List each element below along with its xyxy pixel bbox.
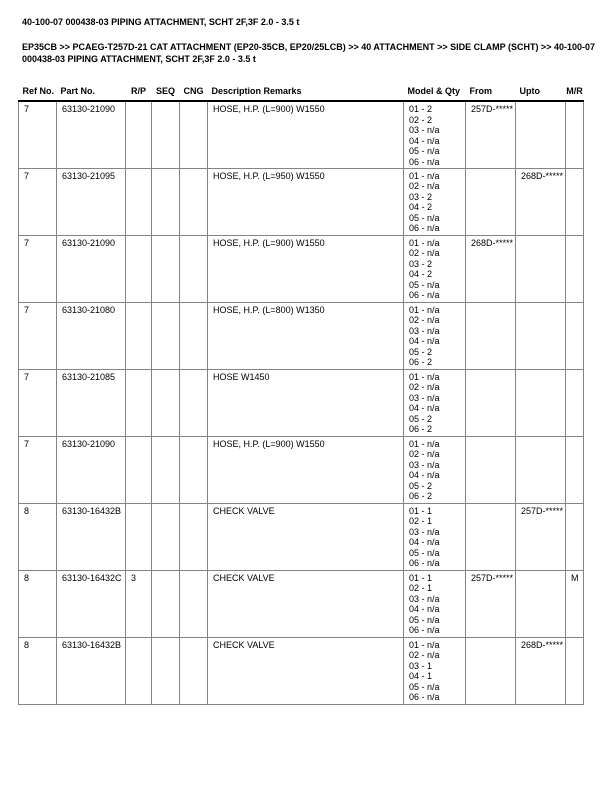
model-qty-line: 03 - n/a: [409, 325, 440, 336]
page-title: 40-100-07 000438-03 PIPING ATTACHMENT, SCHT 2F,3F 2.0 - 3.5 t: [22, 17, 300, 27]
model-qty-line: 02 - 2: [409, 114, 433, 125]
model-qty-line: 02 - n/a: [409, 315, 440, 325]
cell-ref-no: 7: [19, 369, 57, 436]
cell-ref-no: 8: [19, 570, 57, 637]
cell-from: [466, 369, 516, 436]
model-qty-line: 05 - n/a: [409, 547, 440, 558]
cell-part-no: 63130-21090: [57, 101, 126, 168]
cell-description: HOSE, H.P. (L=900) W1550: [208, 101, 404, 168]
table-row: [19, 168, 584, 235]
cell-rp: [126, 436, 152, 503]
cell-mr: [566, 436, 584, 503]
cell-seq: [152, 168, 180, 235]
cell-rp: [126, 235, 152, 302]
cell-from: 257D-*****: [466, 101, 516, 168]
cell-ref-no: 8: [19, 503, 57, 570]
cell-rp: 3: [126, 570, 152, 637]
cell-model-qty: [404, 369, 466, 436]
model-qty-line: 04 - 2: [409, 202, 433, 212]
cell-model-qty: [404, 436, 466, 503]
cell-seq: [152, 637, 180, 704]
table-row: [19, 637, 584, 704]
table-row: [19, 436, 584, 503]
cell-ref-no: 7: [19, 235, 57, 302]
cell-part-no: 63130-16432B: [57, 637, 126, 704]
cell-upto: [516, 302, 566, 369]
table-row: [19, 570, 584, 637]
column-header-description: Description Remarks: [208, 84, 404, 101]
model-qty-line: 04 - n/a: [409, 604, 440, 614]
column-header-mr: M/R: [566, 84, 584, 101]
cell-model-qty: [404, 503, 466, 570]
cell-cng: [180, 235, 208, 302]
cell-rp: [126, 302, 152, 369]
cell-ref-no: 8: [19, 637, 57, 704]
cell-description: HOSE, H.P. (L=950) W1550: [208, 168, 404, 235]
cell-upto: 257D-*****: [516, 503, 566, 570]
cell-cng: [180, 637, 208, 704]
column-header-ref-no: Ref No.: [19, 84, 57, 101]
model-qty-line: 02 - n/a: [409, 382, 440, 392]
cell-from: 268D-*****: [466, 235, 516, 302]
model-qty-line: 03 - n/a: [409, 593, 440, 604]
cell-seq: [152, 302, 180, 369]
column-header-rp: R/P: [126, 84, 152, 101]
model-qty-line: 03 - 1: [409, 660, 433, 671]
table-row: [19, 503, 584, 570]
model-qty-line: 04 - 1: [409, 671, 433, 681]
model-qty-line: 01 - 1: [409, 505, 433, 516]
table-row: [19, 369, 584, 436]
model-qty-line: 05 - 2: [409, 413, 433, 424]
model-qty-line: 02 - n/a: [409, 181, 440, 191]
cell-ref-no: 7: [19, 101, 57, 168]
parts-table: [18, 84, 584, 705]
model-qty-line: 06 - 2: [409, 424, 433, 434]
cell-upto: 268D-*****: [516, 168, 566, 235]
cell-cng: [180, 302, 208, 369]
model-qty-line: 05 - n/a: [409, 681, 440, 692]
model-qty-line: 01 - n/a: [409, 438, 440, 449]
model-qty-line: 06 - n/a: [409, 692, 440, 702]
model-qty-line: 06 - n/a: [409, 558, 440, 568]
model-qty-line: 02 - n/a: [409, 248, 440, 258]
cell-description: CHECK VALVE: [208, 503, 404, 570]
model-qty-line: 04 - n/a: [409, 135, 440, 146]
cell-rp: [126, 369, 152, 436]
cell-description: HOSE, H.P. (L=900) W1550: [208, 436, 404, 503]
cell-upto: [516, 235, 566, 302]
cell-seq: [152, 503, 180, 570]
model-qty-line: 03 - n/a: [409, 125, 440, 135]
model-qty-line: 01 - 1: [409, 572, 433, 583]
cell-rp: [126, 637, 152, 704]
model-qty-line: 03 - n/a: [409, 459, 440, 470]
cell-from: [466, 637, 516, 704]
cell-ref-no: 7: [19, 168, 57, 235]
cell-model-qty: [404, 168, 466, 235]
model-qty-line: 03 - n/a: [409, 526, 440, 537]
cell-mr: [566, 503, 584, 570]
model-qty-line: 03 - 2: [409, 258, 433, 269]
model-qty-line: 01 - n/a: [409, 639, 440, 650]
model-qty-line: 05 - n/a: [409, 614, 440, 625]
cell-model-qty: [404, 235, 466, 302]
column-header-seq: SEQ: [152, 84, 180, 101]
cell-model-qty: [404, 101, 466, 168]
cell-ref-no: 7: [19, 302, 57, 369]
model-qty-line: 02 - 1: [409, 516, 433, 526]
model-qty-line: 06 - n/a: [409, 290, 440, 300]
cell-upto: [516, 101, 566, 168]
cell-from: [466, 503, 516, 570]
cell-rp: [126, 168, 152, 235]
cell-part-no: 63130-16432C: [57, 570, 126, 637]
cell-rp: [126, 503, 152, 570]
model-qty-line: 04 - n/a: [409, 336, 440, 346]
model-qty-line: 02 - n/a: [409, 449, 440, 459]
column-header-from: From: [466, 84, 516, 101]
cell-seq: [152, 436, 180, 503]
cell-description: HOSE W1450: [208, 369, 404, 436]
model-qty-line: 05 - 2: [409, 346, 433, 357]
cell-from: [466, 302, 516, 369]
cell-mr: M: [566, 570, 584, 637]
model-qty-line: 05 - n/a: [409, 146, 440, 156]
cell-rp: [126, 101, 152, 168]
cell-upto: [516, 369, 566, 436]
cell-cng: [180, 436, 208, 503]
cell-mr: [566, 369, 584, 436]
cell-upto: [516, 570, 566, 637]
cell-cng: [180, 101, 208, 168]
parts-table-body: [19, 101, 584, 704]
cell-part-no: 63130-21090: [57, 235, 126, 302]
cell-cng: [180, 503, 208, 570]
model-qty-line: 06 - n/a: [409, 156, 440, 167]
cell-model-qty: [404, 302, 466, 369]
parts-table-header: [19, 84, 584, 101]
cell-cng: [180, 570, 208, 637]
cell-seq: [152, 235, 180, 302]
cell-description: HOSE, H.P. (L=900) W1550: [208, 235, 404, 302]
model-qty-line: 04 - n/a: [409, 470, 440, 480]
cell-seq: [152, 369, 180, 436]
cell-mr: [566, 302, 584, 369]
model-qty-line: 01 - n/a: [409, 304, 440, 315]
table-row: [19, 302, 584, 369]
cell-from: [466, 436, 516, 503]
column-header-cng: CNG: [180, 84, 208, 101]
cell-part-no: 63130-21080: [57, 302, 126, 369]
cell-from: [466, 168, 516, 235]
cell-part-no: 63130-21085: [57, 369, 126, 436]
table-row: [19, 235, 584, 302]
cell-description: CHECK VALVE: [208, 637, 404, 704]
model-qty-line: 03 - n/a: [409, 392, 440, 403]
table-row: [19, 101, 584, 168]
model-qty-line: 06 - 2: [409, 357, 433, 367]
cell-mr: [566, 637, 584, 704]
model-qty-line: 01 - n/a: [409, 371, 440, 382]
model-qty-line: 01 - n/a: [409, 170, 440, 181]
model-qty-line: 01 - 2: [409, 104, 433, 114]
model-qty-line: 04 - n/a: [409, 403, 440, 413]
cell-cng: [180, 369, 208, 436]
cell-ref-no: 7: [19, 436, 57, 503]
model-qty-line: 05 - 2: [409, 480, 433, 491]
model-qty-line: 06 - n/a: [409, 223, 440, 233]
cell-seq: [152, 101, 180, 168]
model-qty-line: 06 - 2: [409, 491, 433, 501]
header-row: [19, 84, 584, 101]
cell-cng: [180, 168, 208, 235]
cell-model-qty: [404, 637, 466, 704]
model-qty-line: 06 - n/a: [409, 625, 440, 635]
model-qty-line: 02 - 1: [409, 583, 433, 593]
breadcrumb: EP35CB >> PCAEG-T257D-21 CAT ATTACHMENT (EP20-35CB, EP20/25LCB) >> 40 ATTACHMENT >> SIDE CLAMP (SCHT) >> 40-100-07 000438-03 PIPING ATTACHMENT, SCHT 2F,3F 2.0 - 3.5 t: [22, 42, 595, 64]
column-header-upto: Upto: [516, 84, 566, 101]
cell-upto: 268D-*****: [516, 637, 566, 704]
cell-model-qty: [404, 570, 466, 637]
cell-part-no: 63130-21095: [57, 168, 126, 235]
model-qty-line: 04 - n/a: [409, 537, 440, 547]
cell-mr: [566, 235, 584, 302]
cell-upto: [516, 436, 566, 503]
cell-description: HOSE, H.P. (L=800) W1350: [208, 302, 404, 369]
column-header-part-no: Part No.: [57, 84, 126, 101]
model-qty-line: 05 - n/a: [409, 279, 440, 290]
model-qty-line: 05 - n/a: [409, 212, 440, 223]
cell-part-no: 63130-16432B: [57, 503, 126, 570]
model-qty-line: 04 - 2: [409, 269, 433, 279]
column-header-model-qty: Model & Qty: [404, 84, 466, 101]
cell-from: 257D-*****: [466, 570, 516, 637]
model-qty-line: 01 - n/a: [409, 237, 440, 248]
cell-mr: [566, 168, 584, 235]
cell-description: CHECK VALVE: [208, 570, 404, 637]
cell-seq: [152, 570, 180, 637]
cell-part-no: 63130-21090: [57, 436, 126, 503]
model-qty-line: 02 - n/a: [409, 650, 440, 660]
cell-mr: [566, 101, 584, 168]
model-qty-line: 03 - 2: [409, 191, 433, 202]
